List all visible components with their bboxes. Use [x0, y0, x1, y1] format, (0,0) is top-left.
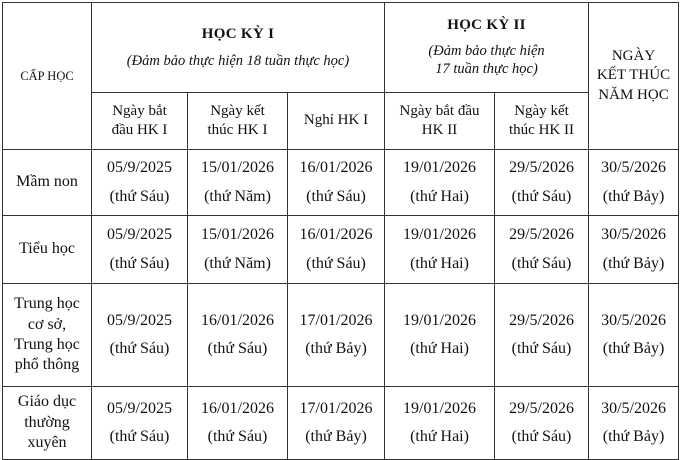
- weekday-value: (thứ Sáu): [511, 254, 572, 272]
- level-name-line: Trung học: [14, 336, 80, 353]
- date-cell: [92, 284, 188, 387]
- weekday-value: (thứ Sáu): [109, 340, 170, 357]
- weekday-value: (thứ Sáu): [511, 340, 572, 357]
- date-cell: [385, 150, 495, 216]
- weekday-value: (thứ Sáu): [207, 428, 268, 445]
- level-name-line: Mầm non: [16, 173, 78, 191]
- weekday-value: (thứ Hai): [410, 340, 469, 357]
- date-value: 16/01/2026: [201, 399, 274, 417]
- date-value: 16/01/2026: [299, 159, 373, 177]
- date-value: 15/01/2026: [201, 159, 274, 177]
- table-row: [3, 387, 679, 460]
- date-value: 05/9/2025: [107, 226, 172, 244]
- level-name-line: Trung học: [14, 295, 80, 313]
- semester1-note: (Đảm bảo thực hiện 18 tuần thực học): [126, 52, 350, 69]
- level-cell: [3, 284, 92, 387]
- semester2-header: [385, 3, 589, 93]
- semester2-note-line2: 17 tuần thực học): [435, 61, 538, 78]
- year-end-line2: KẾT THÚC: [596, 67, 671, 84]
- level-cell: [3, 216, 92, 284]
- date-value: 30/5/2026: [601, 159, 666, 177]
- weekday-value: (thứ Sáu): [207, 340, 268, 357]
- date-cell: [495, 216, 589, 284]
- hk1-start-header-line1: Ngày bắt: [112, 102, 167, 119]
- date-value: 30/5/2026: [601, 226, 666, 244]
- hk2-start-header-line1: Ngày bắt đầu: [399, 102, 480, 119]
- date-value: 15/01/2026: [201, 226, 274, 244]
- hk1-start-header-line2: đầu HK I: [111, 122, 168, 138]
- level-column-header: [3, 3, 92, 150]
- hk1-end-header-line2: thúc HK I: [207, 122, 268, 138]
- weekday-value: (thứ Hai): [410, 187, 469, 205]
- date-cell: [92, 216, 188, 284]
- date-value: 05/9/2025: [107, 399, 172, 417]
- weekday-value: (thứ Hai): [410, 428, 469, 445]
- date-value: 17/01/2026: [299, 311, 373, 329]
- date-value: 05/9/2025: [107, 311, 172, 329]
- date-value: 30/5/2026: [601, 399, 666, 417]
- date-value: 29/5/2026: [509, 159, 574, 177]
- hk2-start-header-line2: HK II: [421, 122, 458, 138]
- date-cell: [385, 387, 495, 460]
- level-header-label: CẤP HỌC: [20, 69, 74, 83]
- date-cell: [288, 150, 385, 216]
- date-cell: [188, 387, 288, 460]
- table-row: [3, 216, 679, 284]
- semester1-title: HỌC KỲ I: [201, 25, 275, 42]
- header-row-1: [3, 3, 679, 93]
- date-value: 29/5/2026: [509, 311, 574, 329]
- hk2-end-header-line1: Ngày kết: [514, 102, 569, 119]
- date-value: 17/01/2026: [299, 399, 373, 417]
- level-name-line: phổ thông: [14, 356, 80, 374]
- table-row: [3, 150, 679, 216]
- date-cell: [495, 150, 589, 216]
- date-value: 29/5/2026: [509, 226, 574, 244]
- semester2-title: HỌC KỲ II: [447, 17, 526, 34]
- date-value: 19/01/2026: [403, 311, 476, 329]
- weekday-value: (thứ Bảy): [602, 254, 665, 272]
- level-name-line: thường: [24, 413, 70, 431]
- level-name-line: xuyên: [27, 434, 67, 452]
- date-cell: [188, 150, 288, 216]
- weekday-value: (thứ Bảy): [602, 187, 665, 205]
- hk1-end-header: [188, 93, 288, 150]
- date-value: 19/01/2026: [403, 159, 476, 177]
- year-end-header: [589, 3, 679, 150]
- date-value: 19/01/2026: [403, 226, 476, 244]
- school-year-schedule-table: [2, 2, 679, 460]
- level-name-line: cơ sở,: [27, 315, 67, 333]
- semester2-note-line1: (Đảm bảo thực hiện: [428, 42, 545, 59]
- date-cell: [92, 387, 188, 460]
- year-end-line1: NGÀY: [611, 48, 656, 65]
- hk2-end-header-line2: thúc HK II: [509, 122, 574, 138]
- weekday-value: (thứ Bảy): [305, 340, 367, 357]
- date-value: 16/01/2026: [299, 226, 373, 244]
- year-end-line3: NĂM HỌC: [598, 86, 669, 103]
- weekday-value: (thứ Năm): [204, 254, 271, 272]
- semester1-header: [92, 3, 385, 93]
- date-cell: [589, 216, 679, 284]
- weekday-value: (thứ Sáu): [511, 428, 572, 445]
- date-cell: [188, 216, 288, 284]
- weekday-value: (thứ Sáu): [109, 254, 170, 272]
- level-cell: [3, 387, 92, 460]
- date-value: 19/01/2026: [403, 399, 476, 417]
- date-value: 16/01/2026: [201, 311, 274, 329]
- date-cell: [589, 387, 679, 460]
- date-cell: [188, 284, 288, 387]
- hk1-break-header: [288, 93, 385, 150]
- table-row: [3, 284, 679, 387]
- level-name-line: Giáo dục: [17, 393, 77, 411]
- date-value: 29/5/2026: [509, 399, 574, 417]
- date-cell: [495, 284, 589, 387]
- weekday-value: (thứ Sáu): [511, 187, 572, 205]
- date-cell: [288, 387, 385, 460]
- hk1-break-header-label: Nghỉ HK I: [303, 112, 369, 129]
- date-cell: [589, 284, 679, 387]
- weekday-value: (thứ Bảy): [602, 428, 665, 445]
- weekday-value: (thứ Bảy): [305, 428, 367, 445]
- date-cell: [589, 150, 679, 216]
- date-cell: [385, 284, 495, 387]
- level-cell: [3, 150, 92, 216]
- date-cell: [288, 216, 385, 284]
- weekday-value: (thứ Bảy): [602, 340, 665, 357]
- date-value: 05/9/2025: [107, 159, 172, 177]
- weekday-value: (thứ Hai): [410, 254, 469, 272]
- level-name-line: Tiểu học: [19, 240, 75, 258]
- weekday-value: (thứ Năm): [204, 187, 271, 205]
- weekday-value: (thứ Sáu): [109, 428, 170, 445]
- date-cell: [495, 387, 589, 460]
- date-value: 30/5/2026: [601, 311, 666, 329]
- weekday-value: (thứ Sáu): [306, 187, 366, 205]
- weekday-value: (thứ Sáu): [109, 187, 170, 205]
- hk2-start-header: [385, 93, 495, 150]
- schedule-body: [3, 150, 679, 460]
- date-cell: [92, 150, 188, 216]
- weekday-value: (thứ Sáu): [306, 254, 366, 272]
- header-row-2: [3, 93, 679, 150]
- hk2-end-header: [495, 93, 589, 150]
- hk1-end-header-line1: Ngày kết: [210, 102, 265, 119]
- hk1-start-header: [92, 93, 188, 150]
- date-cell: [288, 284, 385, 387]
- date-cell: [385, 216, 495, 284]
